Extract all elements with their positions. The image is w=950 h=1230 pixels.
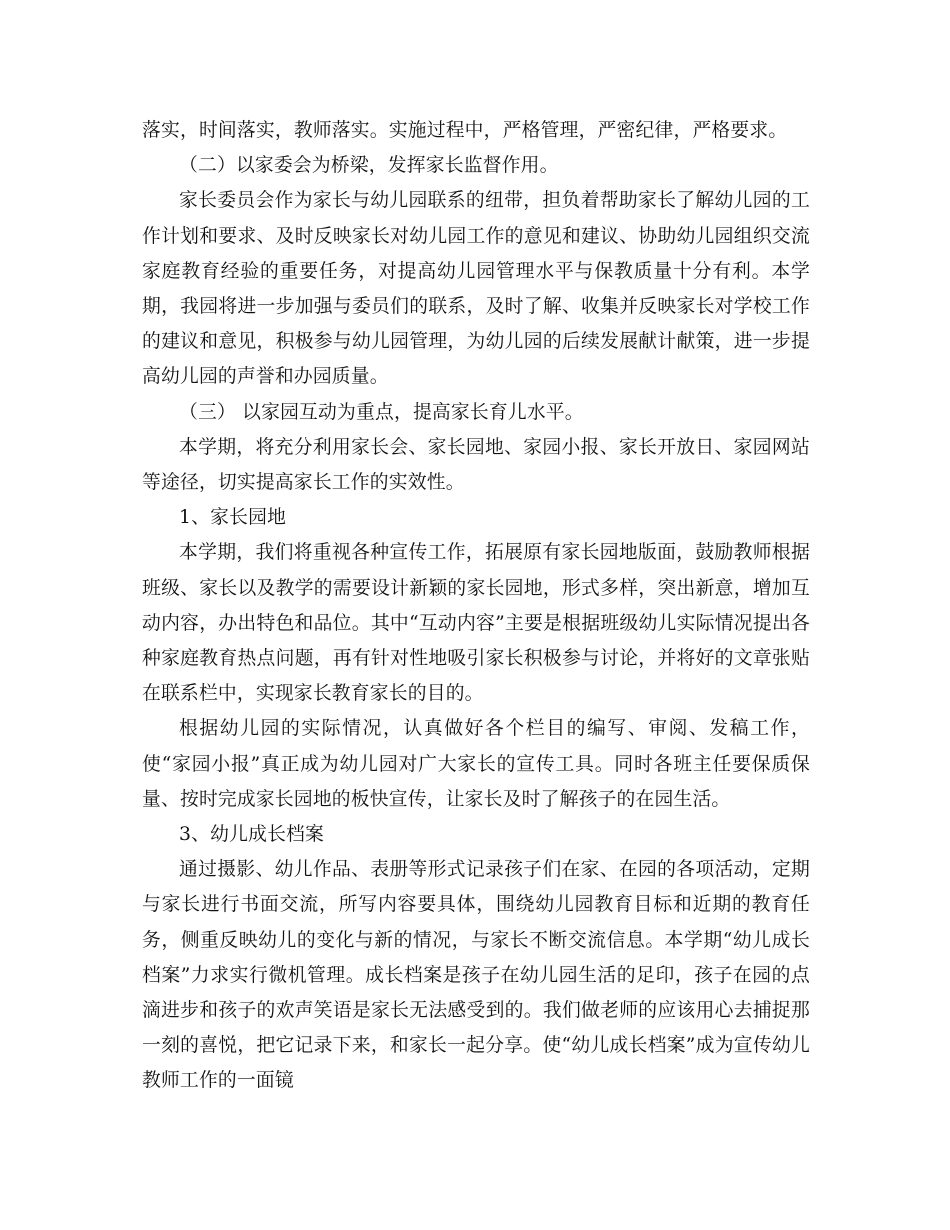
paragraph: 本学期，我们将重视各种宣传工作，拓展原有家长园地版面，鼓励教师根据班级、家长以及教学的需要设计新颖的家长园地，形式多样，突出新意，增加互动内容，办出特色和品位。其中“互动内容”主要是根据班级幼儿实际情况提出各种家庭教育热点问题，再有针对性地吸引家长积极参与讨论，并将好的文章张贴在联系栏中，实现家长教育家长的目的。 (142, 542, 810, 705)
document-body (142, 113, 810, 1099)
paragraph: 家长委员会作为家长与幼儿园联系的纽带，担负着帮助家长了解幼儿园的工作计划和要求、及时反映家长对幼儿园工作的意见和建议、协助幼儿园组织交流家庭教育经验的重要任务，对提高幼儿园管理水平与保教质量十分有利。本学期，我园将进一步加强与委员们的联系，及时了解、收集并反映家长对学校工作的建议和意见，积极参与幼儿园管理，为幼儿园的后续发展献计献策，进一步提高幼儿园的声誉和办园质量。 (142, 190, 810, 388)
paragraph: 根据幼儿园的实际情况，认真做好各个栏目的编写、审阅、发稿工作，使“家园小报”真正成为幼儿园对广大家长的宣传工具。同时各班主任要保质保量、按时完成家长园地的板快宣传，让家长及时了解孩子的在园生活。 (142, 718, 810, 810)
section-heading: （三） 以家园互动为重点，提高家长育儿水平。 (179, 401, 584, 423)
paragraph: 通过摄影、幼儿作品、表册等形式记录孩子们在家、在园的各项活动，定期与家长进行书面交流，所写内容要具体，围绕幼儿园教育目标和近期的教育任务，侧重反映幼儿的变化与新的情况，与家长不断交流信息。本学期“幼儿成长档案”力求实行微机管理。成长档案是孩子在幼儿园生活的足印，孩子在园的点滴进步和孩子的欢声笑语是家长无法感受到的。我们做老师的应该用心去捕捉那一刻的喜悦，把它记录下来，和家长一起分享。使“幼儿成长档案”成为宣传幼儿教师工作的一面镜 (142, 859, 810, 1092)
subsection-heading: 1、家长园地 (179, 507, 287, 529)
section-heading: （二）以家委会为桥梁，发挥家长监督作用。 (179, 155, 559, 177)
paragraph: 落实，时间落实，教师落实。实施过程中，严格管理，严密纪律，严格要求。 (142, 120, 788, 141)
paragraph: 本学期，将充分利用家长会、家长园地、家园小报、家长开放日、家园网站等途径，切实提高家长工作的实效性。 (142, 436, 810, 494)
subsection-heading: 3、幼儿成长档案 (179, 824, 325, 846)
